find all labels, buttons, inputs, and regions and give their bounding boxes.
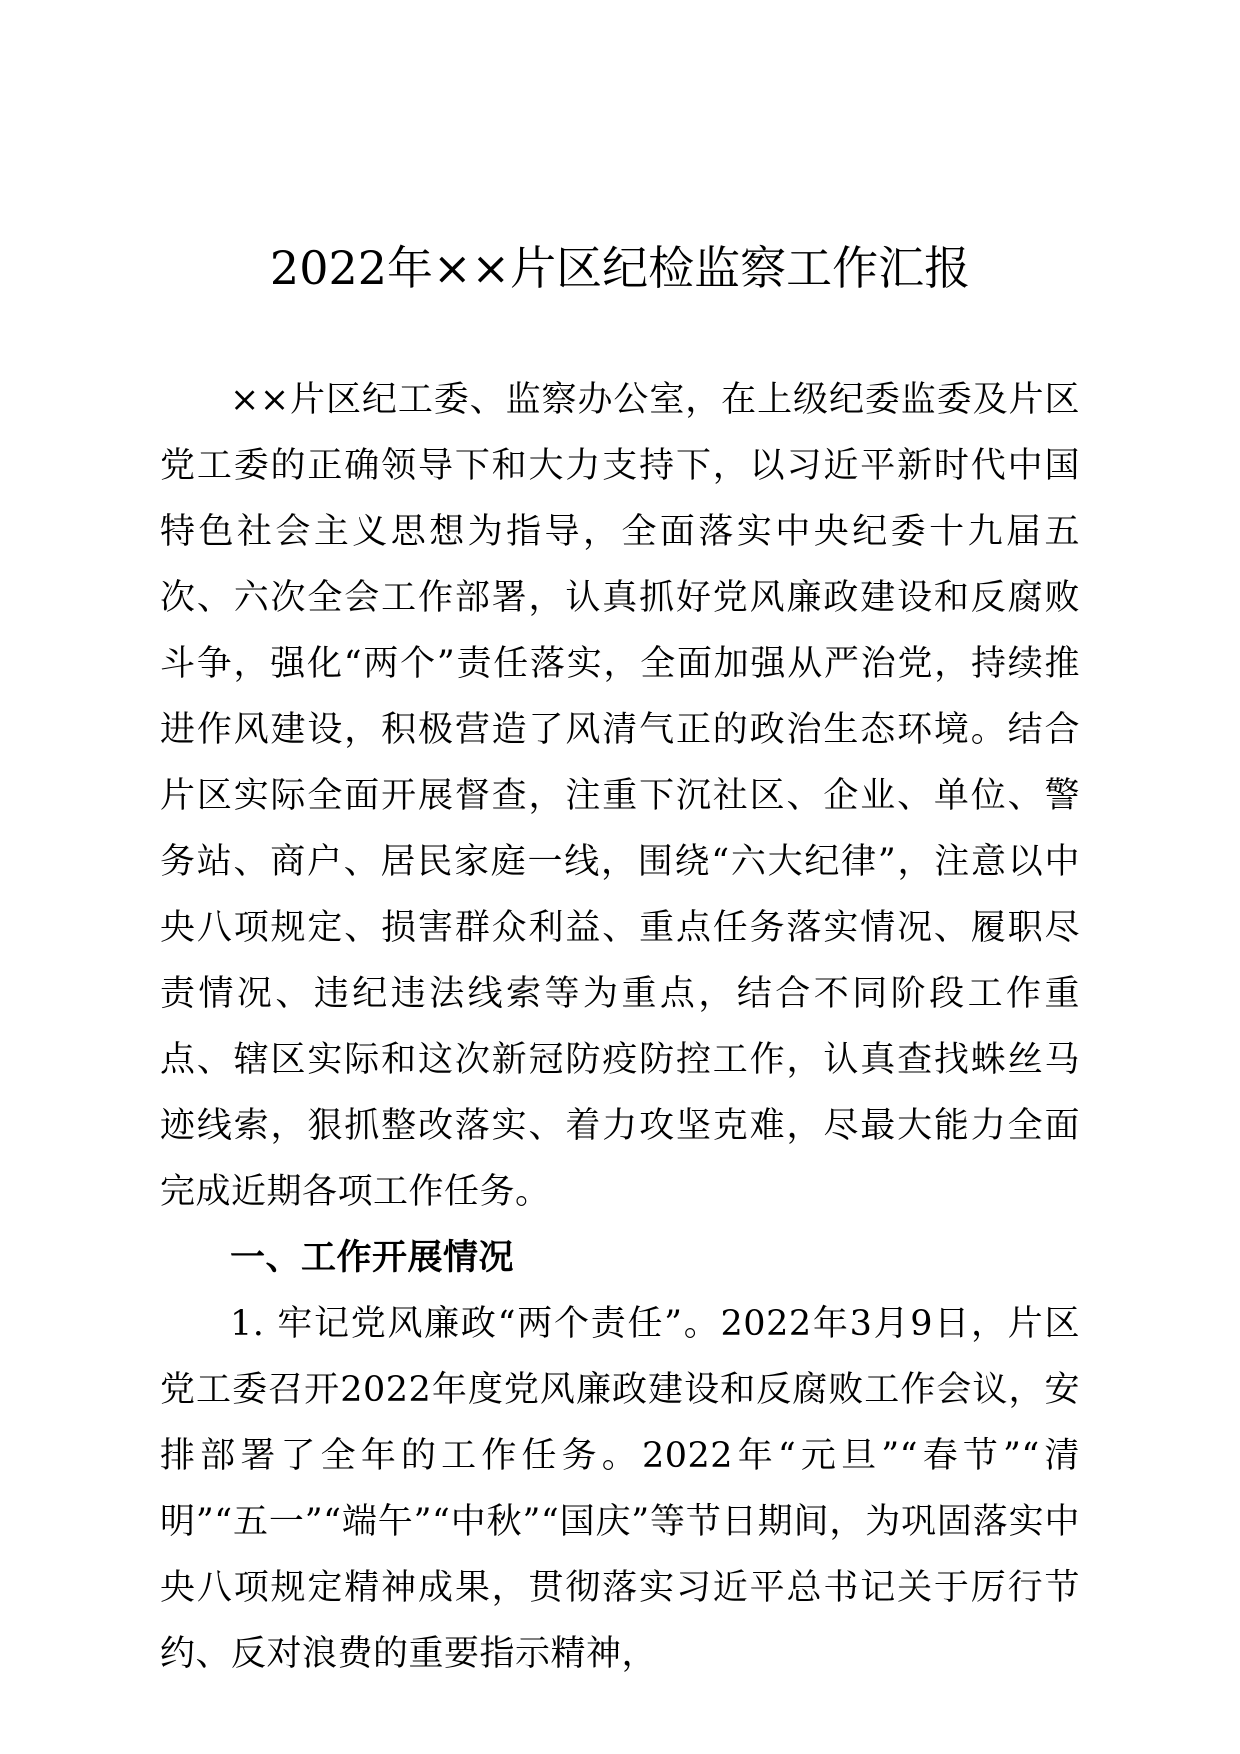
- intro-paragraph: ××片区纪工委、监察办公室，在上级纪委监委及片区党工委的正确领导下和大力支持下，以习近平新时代中国特色社会主义思想为指导，全面落实中央纪委十九届五次、六次全会工作部署，认真抓好党风廉政建设和反腐败斗争，强化“两个”责任落实，全面加强从严治党，持续推进作风建设，积极营造了风清气正的政治生态环境。结合片区实际全面开展督查，注重下沉社区、企业、单位、警务站、商户、居民家庭一线，围绕“六大纪律”，注意以中央八项规定、损害群众利益、重点任务落实情况、履职尽责情况、违纪违法线索等为重点，结合不同阶段工作重点、辖区实际和这次新冠防疫防控工作，认真查找蛛丝马迹线索，狠抓整改落实、着力攻坚克难，尽最大能力全面完成近期各项工作任务。: [160, 380, 1080, 1212]
- section-heading: 一、工作开展情况: [230, 1238, 515, 1278]
- item-1-paragraph: 1. 牢记党风廉政“两个责任”。2022年3月9日，片区党工委召开2022年度党风廉政建设和反腐败工作会议，安排部署了全年的工作任务。2022年“元旦”“春节”“清明”“五一”“端午”“中秋”“国庆”等节日期间，为巩固落实中央八项规定精神成果，贯彻落实习近平总书记关于厉行节约、反对浪费的重要指示精神，: [160, 1304, 1080, 1674]
- document-title: 2022年××片区纪检监察工作汇报: [269, 241, 971, 295]
- document-body: [160, 367, 1080, 1687]
